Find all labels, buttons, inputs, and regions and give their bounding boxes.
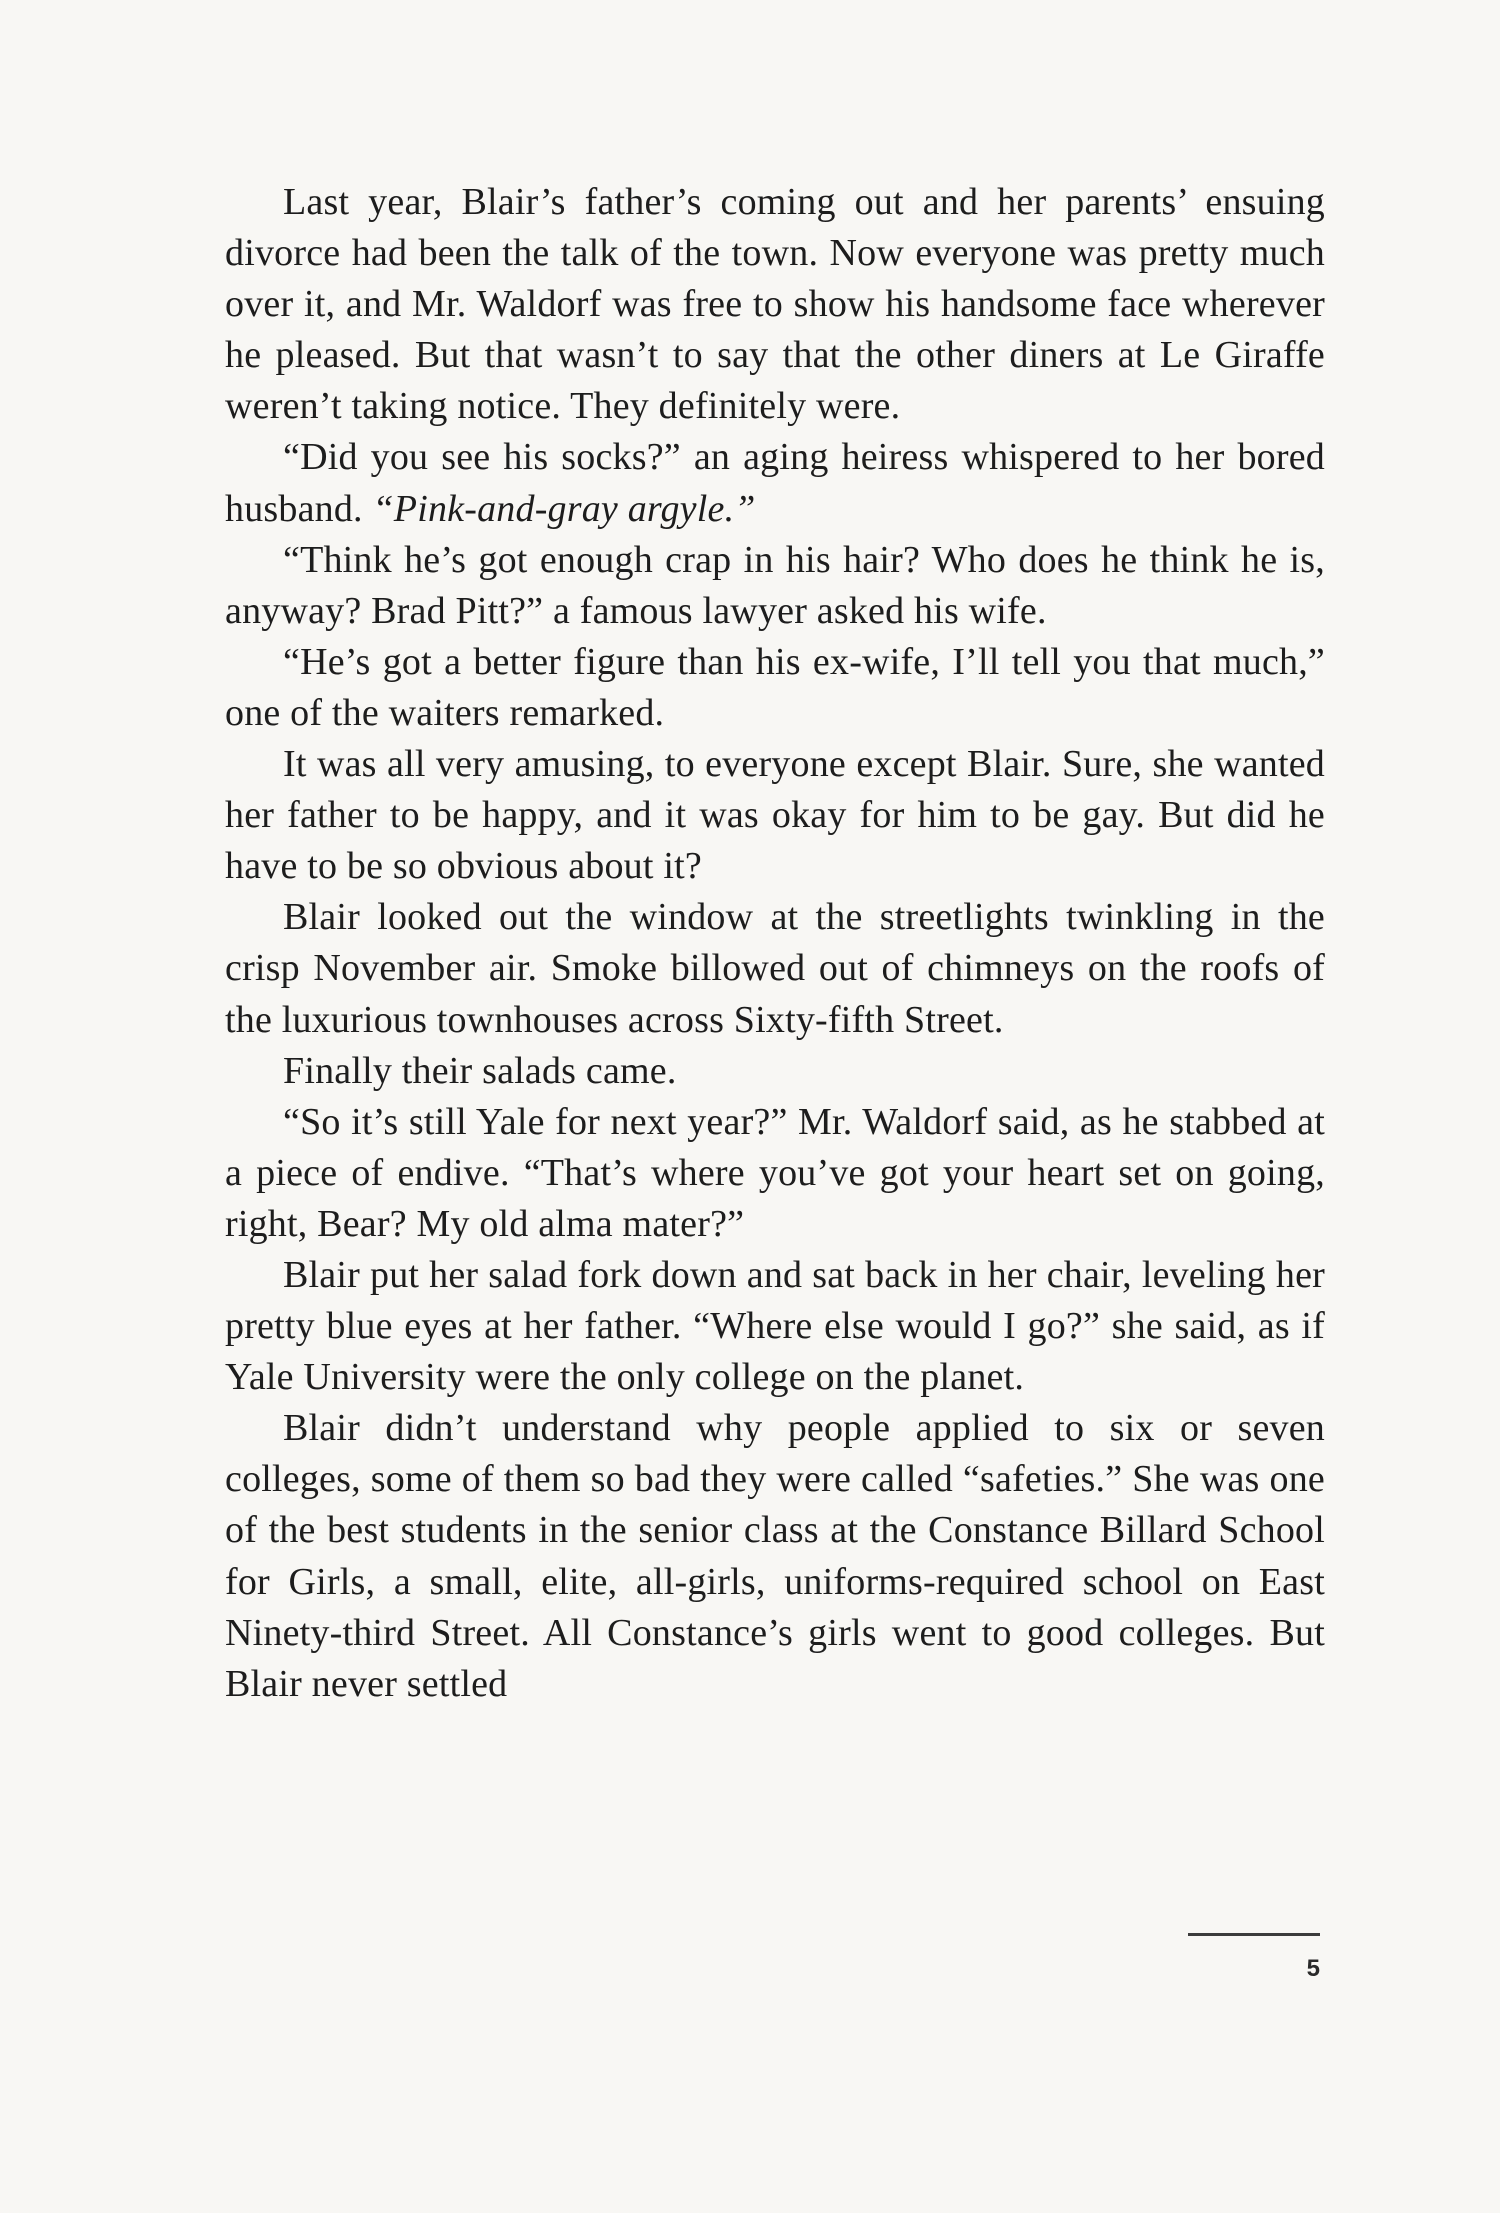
paragraph — [225, 535, 1325, 637]
page-number: 5 — [1306, 1955, 1320, 1982]
paragraph-text: Blair looked out the window at the streetlights twinkling in the crisp November air. Smoke billowed out of chimneys on the roofs of the luxurious townhouses across Sixty-fifth Street. — [225, 896, 1325, 1041]
paragraph — [225, 1403, 1325, 1710]
paragraph — [225, 1046, 1325, 1097]
paragraph-text: “Think he’s got enough crap in his hair? Who does he think he is, anyway? Brad Pitt?” a famous lawyer asked his wife. — [225, 538, 1325, 632]
body-text — [225, 177, 1325, 1710]
paragraph — [225, 1250, 1325, 1403]
paragraph — [225, 177, 1325, 432]
paragraph-text: “So it’s still Yale for next year?” Mr. Waldorf said, as he stabbed at a piece of endive. “That’s where you’ve got your heart set on going, right, Bear? My old alma mater?” — [225, 1100, 1325, 1245]
paragraph — [225, 637, 1325, 739]
paragraph-text: Blair didn’t understand why people applied to six or seven colleges, some of them so bad they were called “safeties.” She was one of the best students in the senior class at the Constance Billard School for Girls, a small, elite, all-girls, uniforms-required school on East Ninety-third Street. All Constance’s girls went to good colleges. But Blair never settled — [225, 1407, 1325, 1705]
paragraph-text: Blair put her salad fork down and sat back in her chair, leveling her pretty blue eyes at her father. “Where else would I go?” she said, as if Yale University were the only college on the planet. — [225, 1253, 1325, 1399]
paragraph-text: “Did you see his socks?” an aging heiress whispered to her bored husband. — [225, 436, 1325, 530]
paragraph — [225, 1097, 1325, 1250]
paragraph-text: It was all very amusing, to everyone except Blair. Sure, she wanted her father to be happy, and it was okay for him to be gay. But did he have to be so obvious about it? — [225, 743, 1325, 888]
paragraph-text: Finally their salads came. — [283, 1049, 677, 1092]
paragraph — [225, 739, 1325, 892]
footer-rule — [1188, 1933, 1320, 1936]
paragraph-text: “He’s got a better figure than his ex-wife, I’ll tell you that much,” one of the waiters remarked. — [225, 640, 1325, 734]
paragraph — [225, 432, 1325, 534]
paragraph-text-italic: “Pink-and-gray argyle.” — [372, 487, 756, 530]
paragraph-text: Last year, Blair’s father’s coming out and her parents’ ensuing divorce had been the talk of the town. Now everyone was pretty much over it, and Mr. Waldorf was free to show his handsome face wherever he pleased. But that wasn’t to say that the other diners at Le Giraffe weren’t taking notice. They definitely were. — [225, 181, 1325, 428]
paragraph — [225, 892, 1325, 1045]
